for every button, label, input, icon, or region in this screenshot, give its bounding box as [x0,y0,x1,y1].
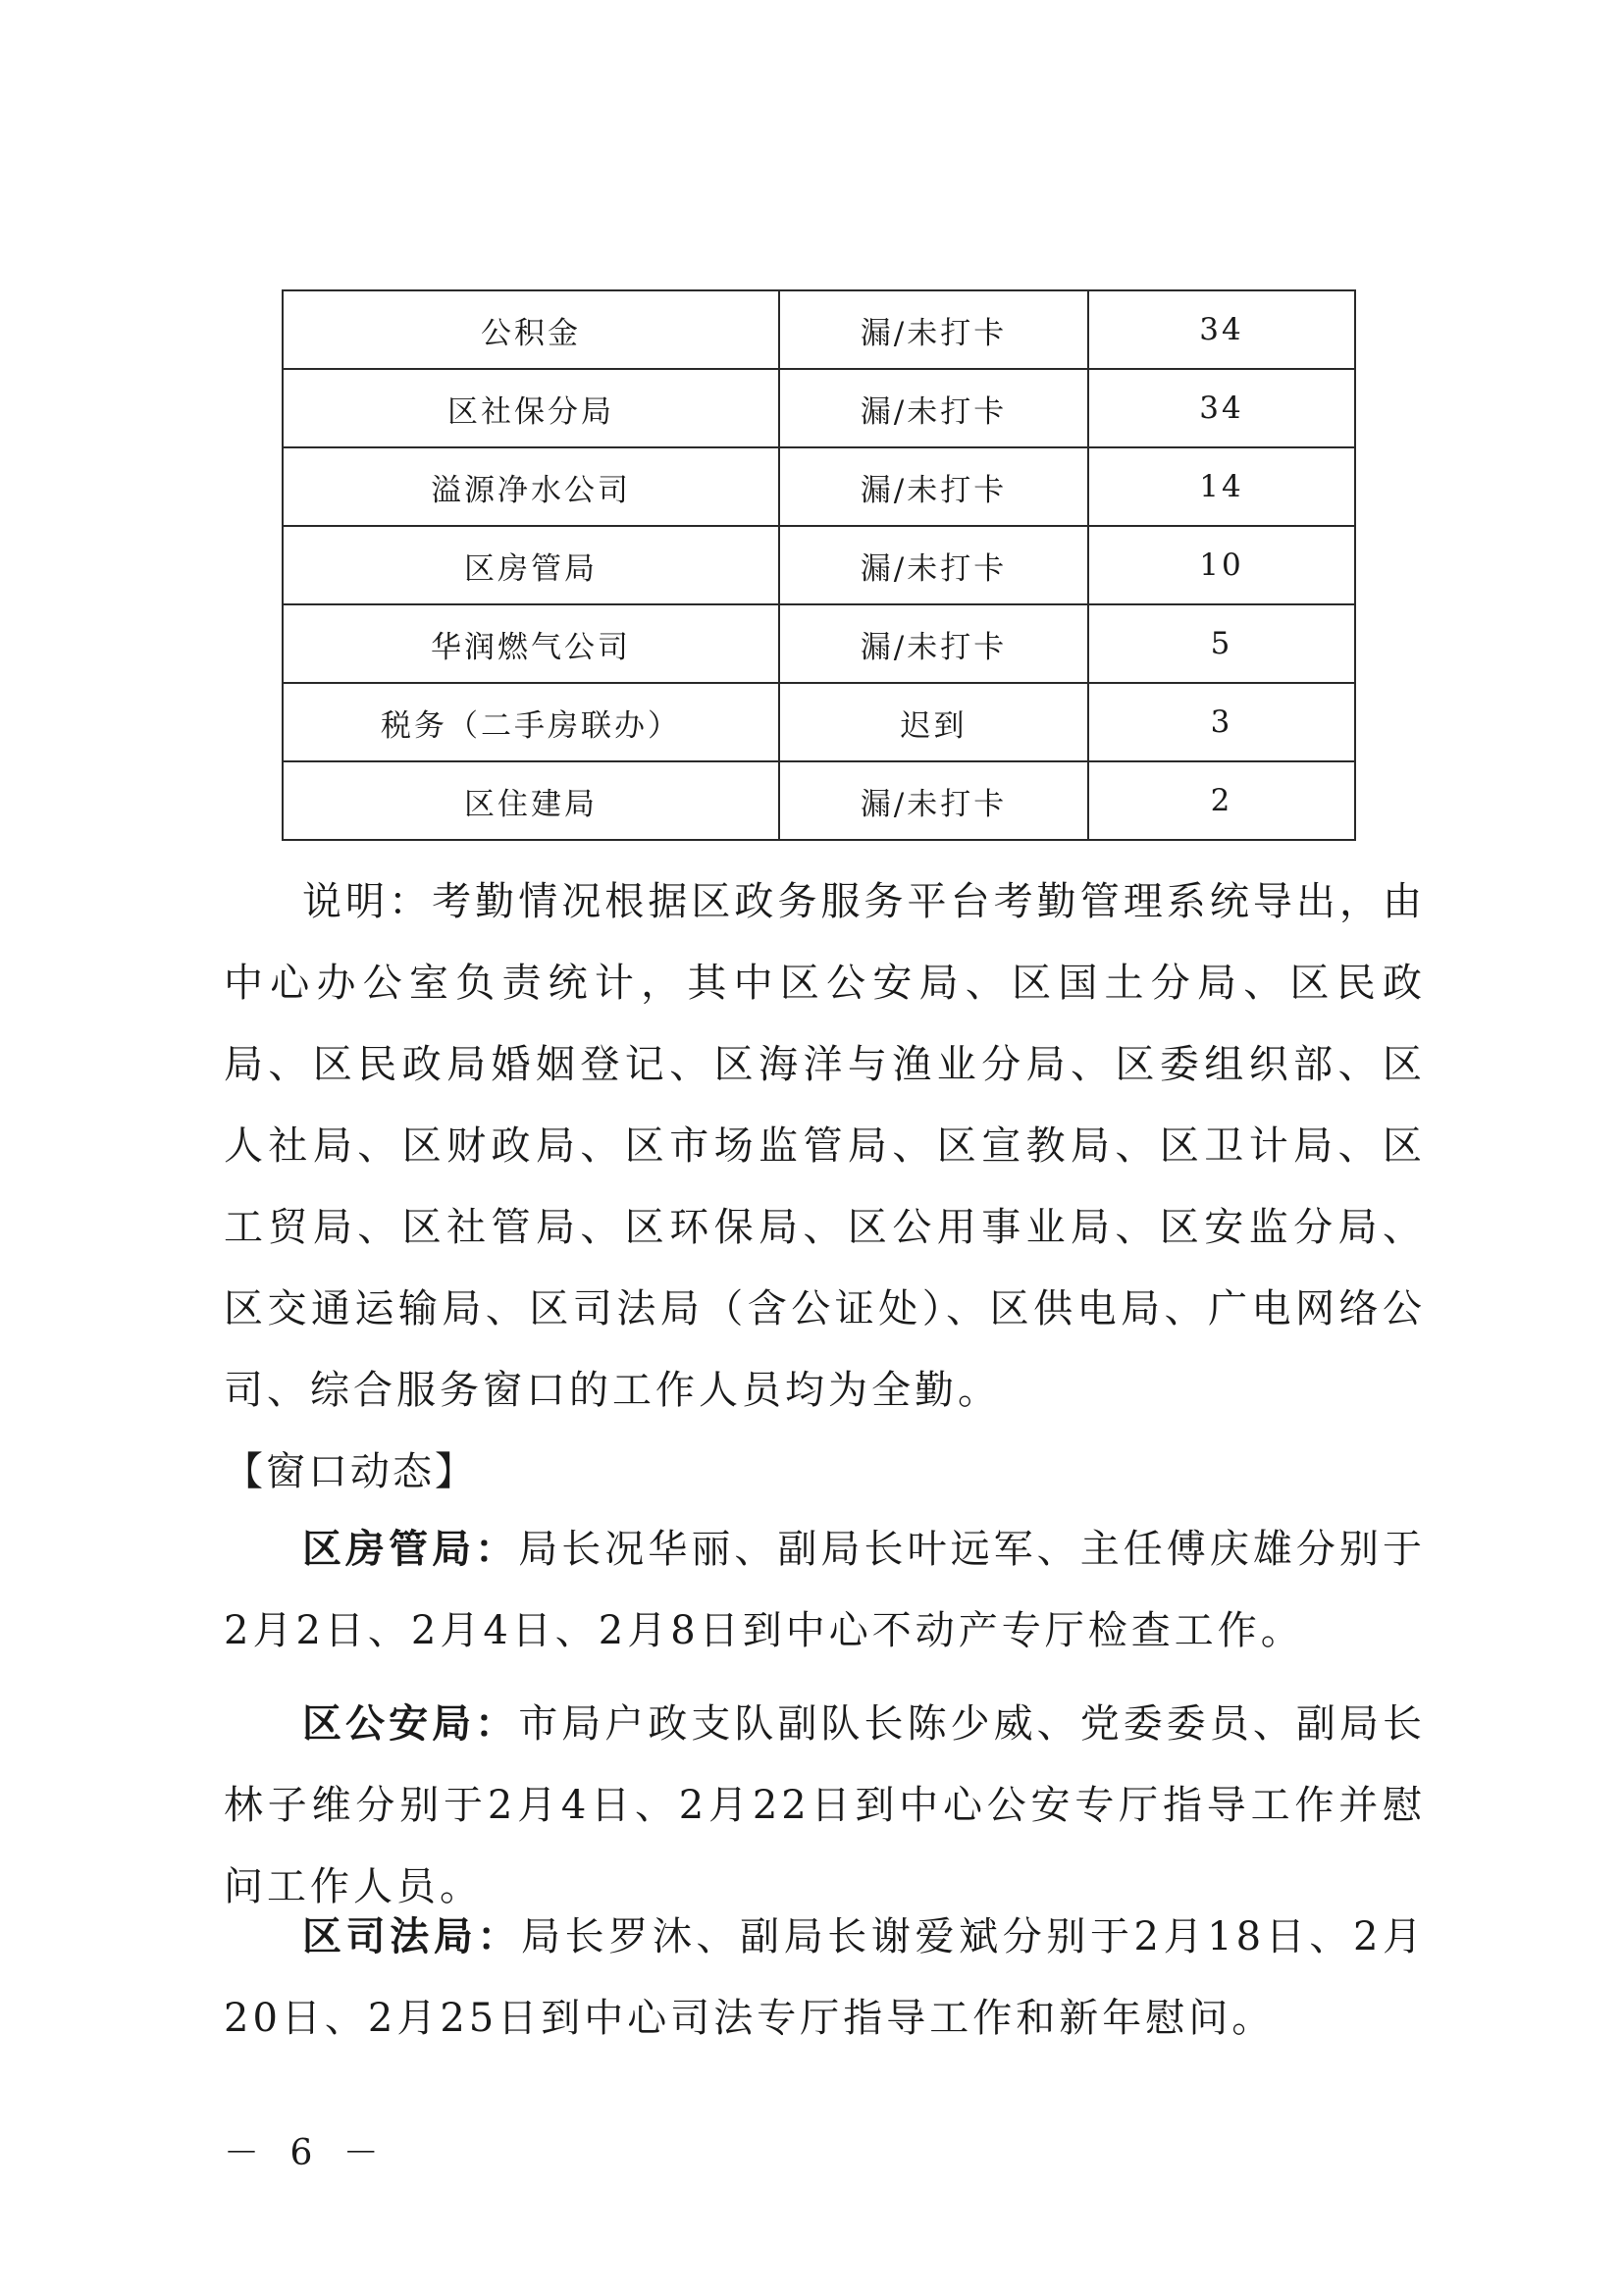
unit-cell: 区社保分局 [283,369,779,447]
count-cell: 34 [1088,290,1355,369]
table-row [283,683,1355,761]
attendance-type-cell: 漏/未打卡 [779,290,1088,369]
table-row [283,604,1355,683]
table-row [283,369,1355,447]
unit-cell: 公积金 [283,290,779,369]
count-cell: 14 [1088,447,1355,526]
section-heading-window-dynamics: 【窗口动态】 [224,1449,477,1494]
window-dynamic-item [224,1684,1426,1928]
attendance-type-cell: 漏/未打卡 [779,526,1088,604]
unit-cell: 华润燃气公司 [283,604,779,683]
count-cell: 10 [1088,526,1355,604]
count-cell: 2 [1088,761,1355,840]
count-cell: 34 [1088,369,1355,447]
dynamic-text: 局长罗沐、副局长谢爱斌分别于2月18日、2月20日、2月25日到中心司法专厅指导工作和新年慰问。 [224,1914,1427,2041]
dynamic-unit-label: 区司法局： [302,1914,522,1959]
unit-cell: 溢源净水公司 [283,447,779,526]
attendance-table [282,289,1356,841]
window-dynamic-item [224,1897,1426,2060]
unit-cell: 税务（二手房联办） [283,683,779,761]
dynamic-unit-label: 区公安局： [302,1701,519,1747]
dynamic-text: 市局户政支队副队长陈少威、党委委员、副局长林子维分别于2月4日、2月22日到中心公安专厅指导工作并慰问工作人员。 [224,1701,1427,1909]
window-dynamic-item [224,1509,1426,1672]
attendance-type-cell: 漏/未打卡 [779,604,1088,683]
attendance-type-cell: 漏/未打卡 [779,447,1088,526]
table-row [283,761,1355,840]
attendance-note: 说明：考勤情况根据区政务服务平台考勤管理系统导出，由中心办公室负责统计，其中区公安局、区国土分局、区民政局、区民政局婚姻登记、区海洋与渔业分局、区委组织部、区人社局、区财政局、区市场监管局、区宣教局、区卫计局、区工贸局、区社管局、区环保局、区公用事业局、区安监分局、区交通运输局、区司法局（含公证处）、区供电局、广电网络公司、综合服务窗口的工作人员均为全勤。 [224,879,1426,1413]
unit-cell: 区住建局 [283,761,779,840]
page-number: － 6 － [224,2133,389,2173]
table-row [283,447,1355,526]
table-row [283,526,1355,604]
attendance-type-cell: 漏/未打卡 [779,369,1088,447]
dynamic-unit-label: 区房管局： [302,1527,519,1572]
count-cell: 5 [1088,604,1355,683]
unit-cell: 区房管局 [283,526,779,604]
table-row [283,290,1355,369]
attendance-type-cell: 漏/未打卡 [779,761,1088,840]
attendance-type-cell: 迟到 [779,683,1088,761]
count-cell: 3 [1088,683,1355,761]
dynamic-text: 局长况华丽、副局长叶远军、主任傅庆雄分别于2月2日、2月4日、2月8日到中心不动产专厅检查工作。 [224,1527,1427,1653]
